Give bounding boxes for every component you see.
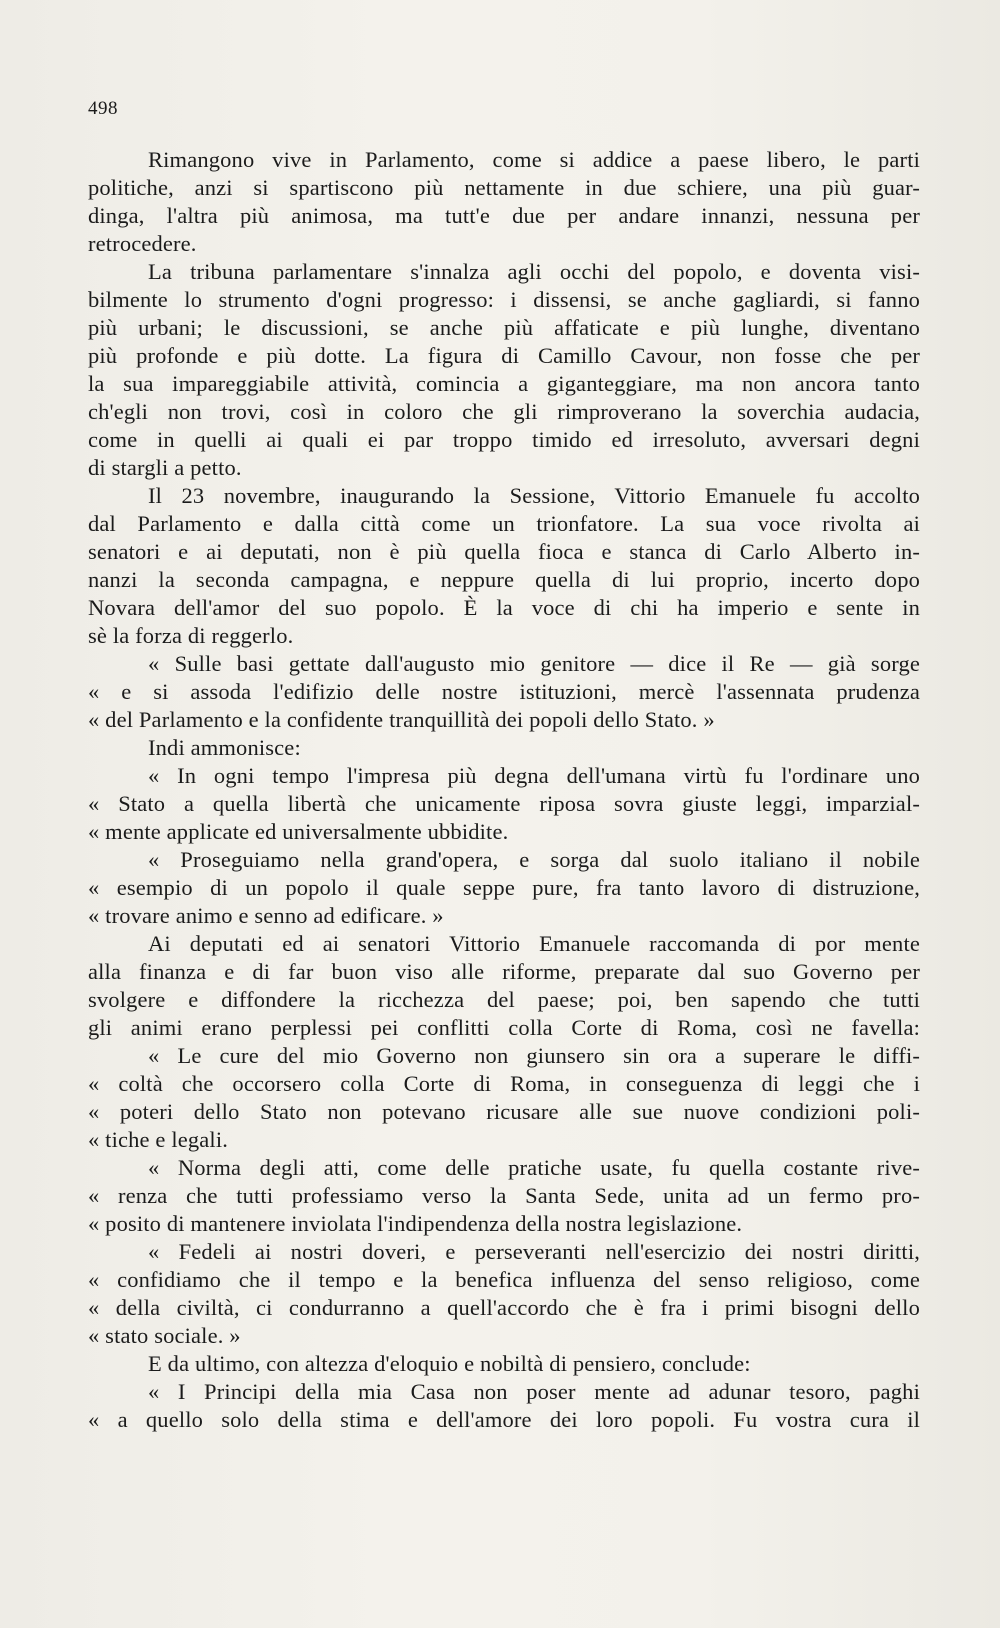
text-line: « esempio di un popolo il quale seppe pure, fra tanto lavoro di distruzione, [88,875,920,900]
text-line: « poteri dello Stato non potevano ricusare alle sue nuove condizioni poli- [88,1099,920,1124]
text-line: « Stato a quella libertà che unicamente riposa sovra giuste leggi, imparzial- [88,791,920,816]
text-line: « tiche e legali. [88,1127,228,1152]
text-line: « mente applicate ed universalmente ubbidite. [88,819,509,844]
text-line: « In ogni tempo l'impresa più degna dell'umana virtù fu l'ordinare uno [148,763,920,788]
text-line: retrocedere. [88,231,197,256]
text-line: « confidiamo che il tempo e la benefica influenza del senso religioso, come [88,1267,920,1292]
text-line: « Fedeli ai nostri doveri, e perseveranti nell'esercizio dei nostri diritti, [148,1239,920,1264]
text-line: « renza che tutti professiamo verso la Santa Sede, unita ad un fermo pro- [88,1183,920,1208]
text-line: Rimangono vive in Parlamento, come si addice a paese libero, le parti [148,147,920,172]
text-line: più profonde e più dotte. La figura di Camillo Cavour, non fosse che per [88,343,920,368]
text-line: « e si assoda l'edifizio delle nostre istituzioni, mercè l'assennata prudenza [88,679,920,704]
text-line: di stargli a petto. [88,455,242,480]
text-line: La tribuna parlamentare s'innalza agli occhi del popolo, e doventa visi- [148,259,920,284]
text-line: svolgere e diffondere la ricchezza del paese; poi, ben sapendo che tutti [88,987,920,1012]
text-line: gli animi erano perplessi pei conflitti colla Corte di Roma, così ne favella: [88,1015,920,1040]
text-line: « Proseguiamo nella grand'opera, e sorga dal suolo italiano il nobile [148,847,920,872]
text-line: Indi ammonisce: [148,735,301,760]
text-line: alla finanza e di far buon viso alle riforme, preparate dal suo Governo per [88,959,920,984]
text-line: sè la forza di reggerlo. [88,623,294,648]
text-line: « Sulle basi gettate dall'augusto mio genitore — dice il Re — già sorge [148,651,920,676]
text-line: la sua impareggiabile attività, comincia a giganteggiare, ma non ancora tanto [88,371,920,396]
text-line: più urbani; le discussioni, se anche più affaticate e più lunghe, diventano [88,315,920,340]
page-number: 498 [88,98,118,119]
text-line: « a quello solo della stima e dell'amore dei loro popoli. Fu vostra cura il [88,1407,920,1432]
text-line: « posito di mantenere inviolata l'indipendenza della nostra legislazione. [88,1211,743,1236]
text-line: dinga, l'altra più animosa, ma tutt'e due per andare innanzi, nessuna per [88,203,920,228]
text-line: ch'egli non trovi, così in coloro che gli rimproverano la soverchia audacia, [88,399,920,424]
text-line: E da ultimo, con altezza d'eloquio e nobiltà di pensiero, conclude: [148,1351,751,1376]
text-line: « coltà che occorsero colla Corte di Roma, in conseguenza di leggi che i [88,1071,920,1096]
text-line: dal Parlamento e dalla città come un trionfatore. La sua voce rivolta ai [88,511,920,536]
text-line: Novara dell'amor del suo popolo. È la voce di chi ha imperio e sente in [88,595,920,620]
text-line: « I Principi della mia Casa non poser mente ad adunar tesoro, paghi [148,1379,920,1404]
text-line: come in quelli ai quali ei par troppo timido ed irresoluto, avversari degni [88,427,920,452]
text-line: senatori e ai deputati, non è più quella fioca e stanca di Carlo Alberto in- [88,539,920,564]
text-line: « stato sociale. » [88,1323,241,1348]
text-line: politiche, anzi si spartiscono più nettamente in due schiere, una più guar- [88,175,920,200]
text-line: « della civiltà, ci condurranno a quell'accordo che è fra i primi bisogni dello [88,1295,920,1320]
text-line: « del Parlamento e la confidente tranquillità dei popoli dello Stato. » [88,707,715,732]
text-line: nanzi la seconda campagna, e neppure quella di lui proprio, incerto dopo [88,567,920,592]
text-line: bilmente lo strumento d'ogni progresso: i dissensi, se anche gagliardi, si fanno [88,287,920,312]
text-line: « Norma degli atti, come delle pratiche usate, fu quella costante rive- [148,1155,920,1180]
text-line: Ai deputati ed ai senatori Vittorio Emanuele raccomanda di por mente [148,931,920,956]
text-line: « Le cure del mio Governo non giunsero sin ora a superare le diffi- [148,1043,920,1068]
text-line: « trovare animo e senno ad edificare. » [88,903,444,928]
text-line: Il 23 novembre, inaugurando la Sessione, Vittorio Emanuele fu accolto [148,483,920,508]
body-text [88,146,920,1434]
